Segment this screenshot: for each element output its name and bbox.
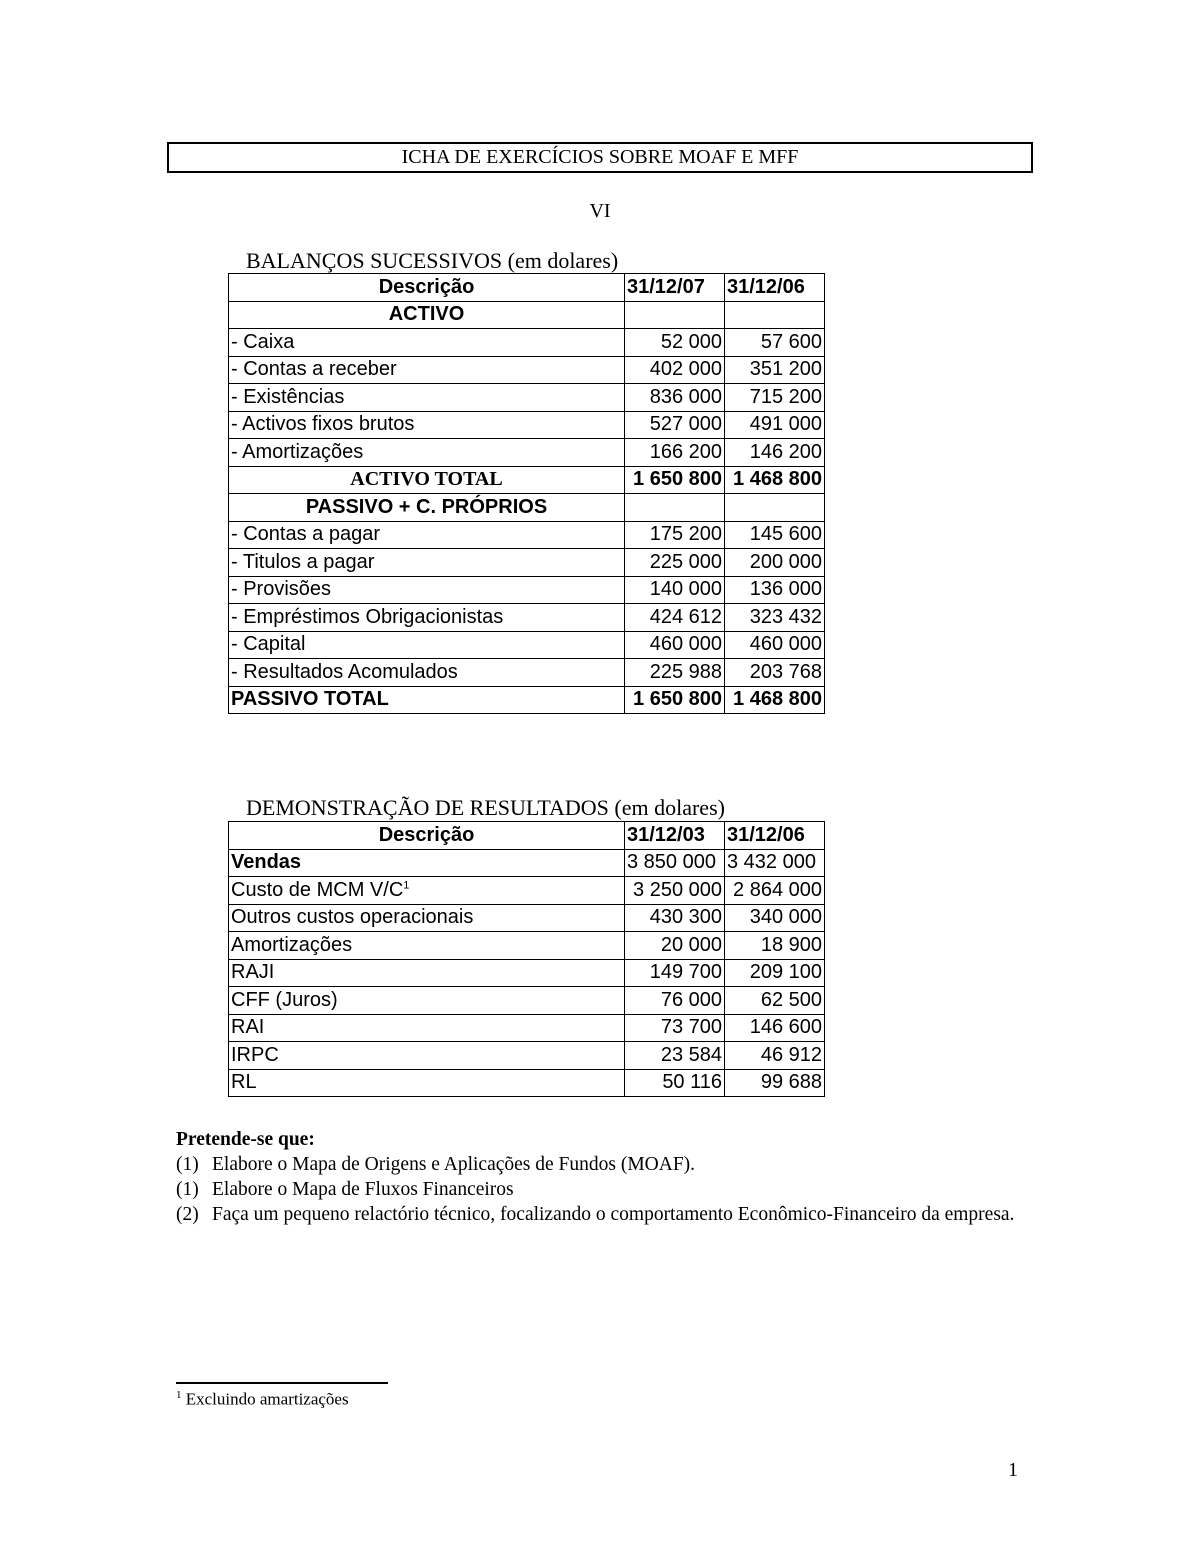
row-label-text: Custo de MCM V/C <box>231 878 404 901</box>
row-value-col1: 527 000 <box>625 411 725 439</box>
row-value-col2: 99 688 <box>725 1069 825 1097</box>
list-item-text: Elabore o Mapa de Origens e Aplicações de Fundos (MOAF). <box>212 1154 696 1175</box>
row-label: - Empréstimos Obrigacionistas <box>229 604 625 632</box>
table-row <box>229 932 825 960</box>
table-row <box>229 329 825 357</box>
row-value-col1: 402 000 <box>625 356 725 384</box>
row-value-col1: 73 700 <box>625 1014 725 1042</box>
table-row <box>229 849 825 877</box>
list-item <box>176 1202 1026 1227</box>
row-label: - Contas a receber <box>229 356 625 384</box>
row-label: CFF (Juros) <box>229 987 625 1015</box>
income-statement-table <box>228 821 825 1097</box>
table-row <box>229 549 825 577</box>
assets-total-col2: 1 468 800 <box>725 466 825 494</box>
row-value-col2: 3 432 000 <box>725 849 825 877</box>
row-value-col1: 424 612 <box>625 604 725 632</box>
footnote-text: Excluindo amartizações <box>181 1389 349 1409</box>
row-value-col1: 836 000 <box>625 384 725 412</box>
empty-cell <box>625 494 725 522</box>
row-value-col1: 52 000 <box>625 329 725 357</box>
list-item-number: (2) <box>176 1204 199 1225</box>
header-description: Descrição <box>229 274 625 302</box>
header-col1: 31/12/07 <box>625 274 725 302</box>
row-label: IRPC <box>229 1042 625 1070</box>
row-value-col2: 340 000 <box>725 904 825 932</box>
list-item <box>176 1152 1026 1177</box>
row-value-col2: 200 000 <box>725 549 825 577</box>
table-row <box>229 411 825 439</box>
row-label: - Activos fixos brutos <box>229 411 625 439</box>
row-label: Vendas <box>229 849 625 877</box>
table-row <box>229 959 825 987</box>
row-value-col2: 57 600 <box>725 329 825 357</box>
income-statement-caption: DEMONSTRAÇÃO DE RESULTADOS (em dolares) <box>246 795 725 820</box>
balance-sheet-table <box>228 273 825 714</box>
row-label: Outros custos operacionais <box>229 904 625 932</box>
row-value-col2: 145 600 <box>725 521 825 549</box>
row-label: - Capital <box>229 631 625 659</box>
row-value-col1: 50 116 <box>625 1069 725 1097</box>
instructions-intro: Pretende-se que: <box>176 1129 315 1150</box>
list-item-text: Elabore o Mapa de Fluxos Financeiros <box>212 1179 514 1200</box>
footnote-reference: 1 <box>403 879 410 892</box>
table-row <box>229 1042 825 1070</box>
footnote-separator <box>176 1382 388 1384</box>
table-row <box>229 604 825 632</box>
page-number: 1 <box>1008 1459 1018 1481</box>
section-number: VI <box>589 200 611 222</box>
row-value-col1: 149 700 <box>625 959 725 987</box>
row-label: - Resultados Acomulados <box>229 659 625 687</box>
table-row <box>229 439 825 467</box>
assets-total-col1: 1 650 800 <box>625 466 725 494</box>
total-row <box>229 686 825 714</box>
table-row <box>229 987 825 1015</box>
row-value-col2: 351 200 <box>725 356 825 384</box>
table-row <box>229 1069 825 1097</box>
list-item-number: (1) <box>176 1154 199 1175</box>
assets-total-label: ACTIVO TOTAL <box>229 466 625 494</box>
row-label: Amortizações <box>229 932 625 960</box>
row-label: - Existências <box>229 384 625 412</box>
row-value-col2: 62 500 <box>725 987 825 1015</box>
row-label: - Amortizações <box>229 439 625 467</box>
table-row <box>229 631 825 659</box>
table-row <box>229 1014 825 1042</box>
row-value-col1: 20 000 <box>625 932 725 960</box>
table-row <box>229 521 825 549</box>
row-value-col2: 460 000 <box>725 631 825 659</box>
row-label: - Caixa <box>229 329 625 357</box>
row-value-col1: 3 850 000 <box>625 849 725 877</box>
row-value-col2: 146 200 <box>725 439 825 467</box>
row-value-col1: 76 000 <box>625 987 725 1015</box>
row-value-col1: 460 000 <box>625 631 725 659</box>
row-value-col1: 140 000 <box>625 576 725 604</box>
row-value-col2: 491 000 <box>725 411 825 439</box>
row-value-col2: 715 200 <box>725 384 825 412</box>
header-col2: 31/12/06 <box>725 274 825 302</box>
liabilities-total-col2: 1 468 800 <box>725 686 825 714</box>
empty-cell <box>725 494 825 522</box>
list-item-number: (1) <box>176 1179 199 1200</box>
empty-cell <box>725 301 825 329</box>
header-description: Descrição <box>229 822 625 850</box>
row-value-col2: 2 864 000 <box>725 877 825 905</box>
header-col2: 31/12/06 <box>725 822 825 850</box>
row-value-col2: 203 768 <box>725 659 825 687</box>
total-row <box>229 466 825 494</box>
table-header-row <box>229 822 825 850</box>
row-value-col1: 225 000 <box>625 549 725 577</box>
header-col1: 31/12/03 <box>625 822 725 850</box>
row-value-col1: 175 200 <box>625 521 725 549</box>
row-label: RAJI <box>229 959 625 987</box>
table-row <box>229 877 825 905</box>
empty-cell <box>625 301 725 329</box>
row-label: - Provisões <box>229 576 625 604</box>
row-label: - Contas a pagar <box>229 521 625 549</box>
row-value-col2: 18 900 <box>725 932 825 960</box>
instructions <box>176 1127 1026 1227</box>
row-value-col1: 225 988 <box>625 659 725 687</box>
assets-heading: ACTIVO <box>229 301 625 329</box>
list-item-text: Faça um pequeno relactório técnico, focalizando o comportamento Econômico-Financeiro da empresa. <box>212 1204 1015 1225</box>
list-item <box>176 1177 1026 1202</box>
row-value-col2: 46 912 <box>725 1042 825 1070</box>
liabilities-total-label: PASSIVO TOTAL <box>229 686 625 714</box>
row-label: - Titulos a pagar <box>229 549 625 577</box>
row-label <box>229 877 625 905</box>
table-row <box>229 576 825 604</box>
footnote-marker: 1 <box>176 1389 182 1401</box>
liabilities-total-col1: 1 650 800 <box>625 686 725 714</box>
liabilities-heading: PASSIVO + C. PRÓPRIOS <box>229 494 625 522</box>
table-row <box>229 659 825 687</box>
row-value-col2: 209 100 <box>725 959 825 987</box>
row-value-col2: 136 000 <box>725 576 825 604</box>
row-value-col1: 23 584 <box>625 1042 725 1070</box>
balance-sheet-caption: BALANÇOS SUCESSIVOS (em dolares) <box>246 248 619 273</box>
table-row <box>229 384 825 412</box>
footnote <box>176 1389 349 1410</box>
section-heading-row <box>229 494 825 522</box>
row-value-col1: 166 200 <box>625 439 725 467</box>
row-value-col1: 3 250 000 <box>625 877 725 905</box>
table-row <box>229 356 825 384</box>
row-label: RL <box>229 1069 625 1097</box>
section-heading-row <box>229 301 825 329</box>
row-value-col2: 146 600 <box>725 1014 825 1042</box>
row-value-col2: 323 432 <box>725 604 825 632</box>
table-header-row <box>229 274 825 302</box>
table-row <box>229 904 825 932</box>
document-title: ICHA DE EXERCÍCIOS SOBRE MOAF E MFF <box>167 142 1033 173</box>
row-label: RAI <box>229 1014 625 1042</box>
row-value-col1: 430 300 <box>625 904 725 932</box>
